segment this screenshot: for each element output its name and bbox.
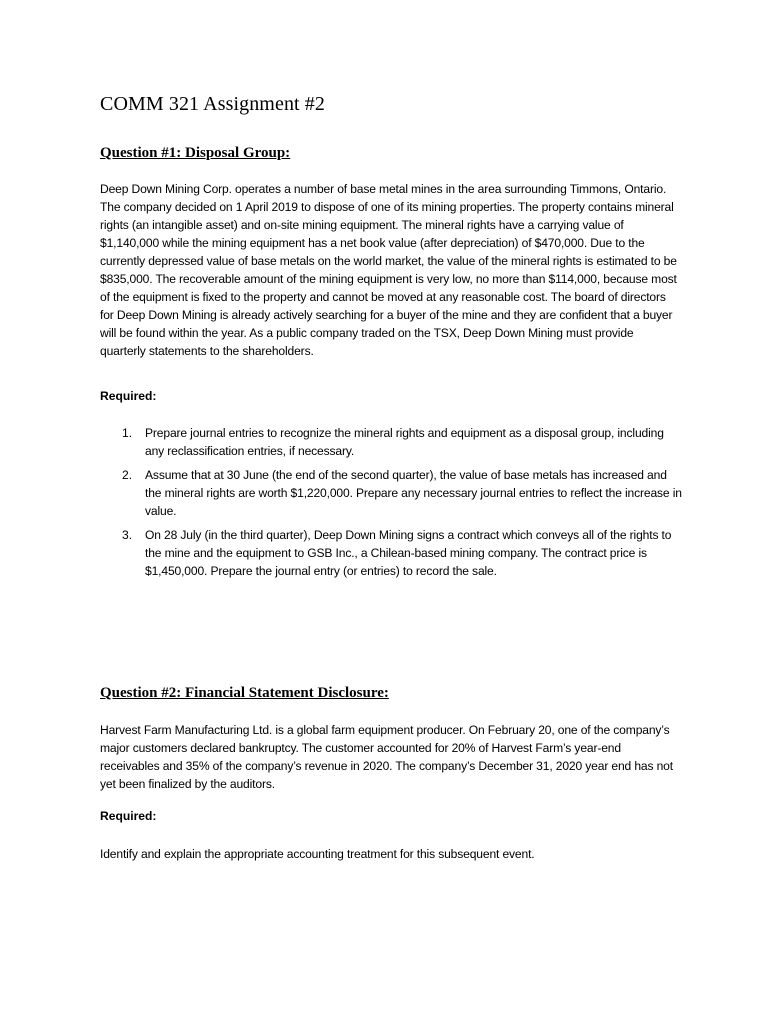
question-1-item-1 [122,424,682,460]
question-1-item-2 [122,466,682,520]
question-1-paragraph: Deep Down Mining Corp. operates a number of base metal mines in the area surrounding Timmons, Ontario. The company decided on 1 April 2019 to dispose of one of its mining properties. The property contains mineral rights (an intangible asset) and on-site mining equipment. The mineral rights have a carrying value of $1,140,000 while the mining equipment has a net book value (after depreciation) of $470,000. Due to the currently depressed value of base metals on the world market, the value of the mineral rights is estimated to be $835,000. The recoverable amount of the mining equipment is very low, no more than $114,000, because most of the equipment is fixed to the property and cannot be moved at any reasonable cost. The board of directors for Deep Down Mining is already actively searching for a buyer of the mine and they are confident that a buyer will be found within the year. As a public company traded on the TSX, Deep Down Mining must provide quarterly statements to the shareholders. [100,182,677,358]
list-text: Assume that at 30 June (the end of the second quarter), the value of base metals has increased and the mineral rights are worth $1,220,000. Prepare any necessary journal entries to reflect the increase in value. [145,468,682,518]
list-text: Prepare journal entries to recognize the mineral rights and equipment as a disposal group, including any reclassification entries, if necessary. [145,426,664,458]
page-title: COMM 321 Assignment #2 [100,93,326,115]
list-text: On 28 July (in the third quarter), Deep Down Mining signs a contract which conveys all of the rights to the mine and the equipment to GSB Inc., a Chilean-based mining company. The contract price is $1,450,000. Prepare the journal entry (or entries) to record the sale. [145,528,672,578]
question-1-required-label: Required: [100,389,157,403]
question-1-item-3 [122,526,682,580]
question-2-paragraph: Harvest Farm Manufacturing Ltd. is a global farm equipment producer. On February 20, one of the company’s major customers declared bankruptcy. The customer accounted for 20% of Harvest Farm’s year-end receivables and 35% of the company’s revenue in 2020. The company’s December 31, 2020 year end has not yet been finalized by the auditors. [100,723,673,791]
question-2-heading: Question #2: Financial Statement Disclosure: [100,685,389,701]
list-number: 2. [122,468,133,482]
question-2-required-label: Required: [100,809,157,823]
question-2-instruction: Identify and explain the appropriate accounting treatment for this subsequent event. [100,847,535,861]
list-number: 3. [122,528,133,542]
list-number: 1. [122,426,133,440]
question-1-heading: Question #1: Disposal Group: [100,145,291,161]
